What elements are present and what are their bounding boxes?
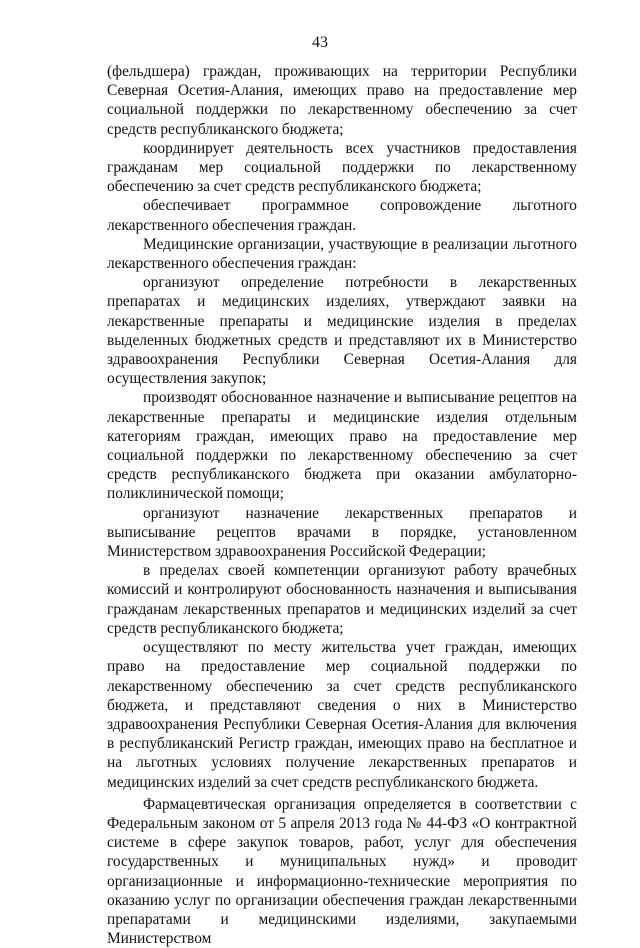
paragraph-5: организуют определение потребности в лекарственных препаратах и медицинских изделиях, утверждают заявки на лекарственные препараты и медицинские изделия в пределах выделенных бюджетных средств и представляют их в Министерство здравоохранения Республики Северная Осетия-Алания для осуществления закупок;: [107, 274, 577, 388]
paragraph-2: координирует деятельность всех участников предоставления гражданам мер социальной поддержки по лекарственному обеспечению за счет средств республиканского бюджета;: [107, 139, 577, 196]
paragraph-3: обеспечивает программное сопровождение льготного лекарственного обеспечения граждан.: [107, 197, 577, 234]
paragraph-7: организуют назначение лекарственных препаратов и выписывание рецептов врачами в порядке, установленном Министерством здравоохранения Российской Федерации;: [107, 504, 577, 561]
paragraph-8: в пределах своей компетенции организуют работу врачебных комиссий и контролируют обоснованность назначения и выписывания гражданам лекарственных препаратов и медицинских изделий за счет средств республиканского бюджета;: [107, 562, 577, 637]
paragraph-6: производят обоснованное назначение и выписывание рецептов на лекарственные препараты и медицинские изделия отдельным категориям граждан, имеющих право на предоставление мер социальной поддержки по лекарственному обеспечению за счет средств республиканского бюджета при оказании амбулаторно-поликлинической помощи;: [107, 389, 577, 503]
page-number: 43: [312, 34, 328, 51]
paragraph-1: (фельдшера) граждан, проживающих на территории Республики Северная Осетия-Алания, имеющих право на предоставление мер социальной поддержки по лекарственному обеспечению за счет средств республиканского бюджета;: [107, 63, 577, 138]
document-body: [107, 62, 577, 948]
paragraph-4: Медицинские организации, участвующие в реализации льготного лекарственного обеспечения граждан:: [107, 235, 577, 273]
paragraph-10: Фармацевтическая организация определяется в соответствии с Федеральным законом от 5 апреля 2013 года № 44-ФЗ «О контрактной системе в сфере закупок товаров, работ, услуг для обеспечения государственных и муниципальных нужд» и проводит организационные и информационно-технические мероприятия по оказанию услуг по организации обеспечения граждан лекарственными препаратами и медицинскими изделиями, закупаемыми Министерством: [107, 795, 577, 948]
paragraph-9: осуществляют по месту жительства учет граждан, имеющих право на предоставление мер социальной поддержки по лекарственному обеспечению за счет средств республиканского бюджета, и представляют сведения о них в Министерство здравоохранения Республики Северная Осетия-Алания для включения в республиканский Регистр граждан, имеющих право на бесплатное и на льготных условиях получение лекарственных препаратов и медицинских изделий за счет средств республиканского бюджета.: [107, 639, 577, 791]
